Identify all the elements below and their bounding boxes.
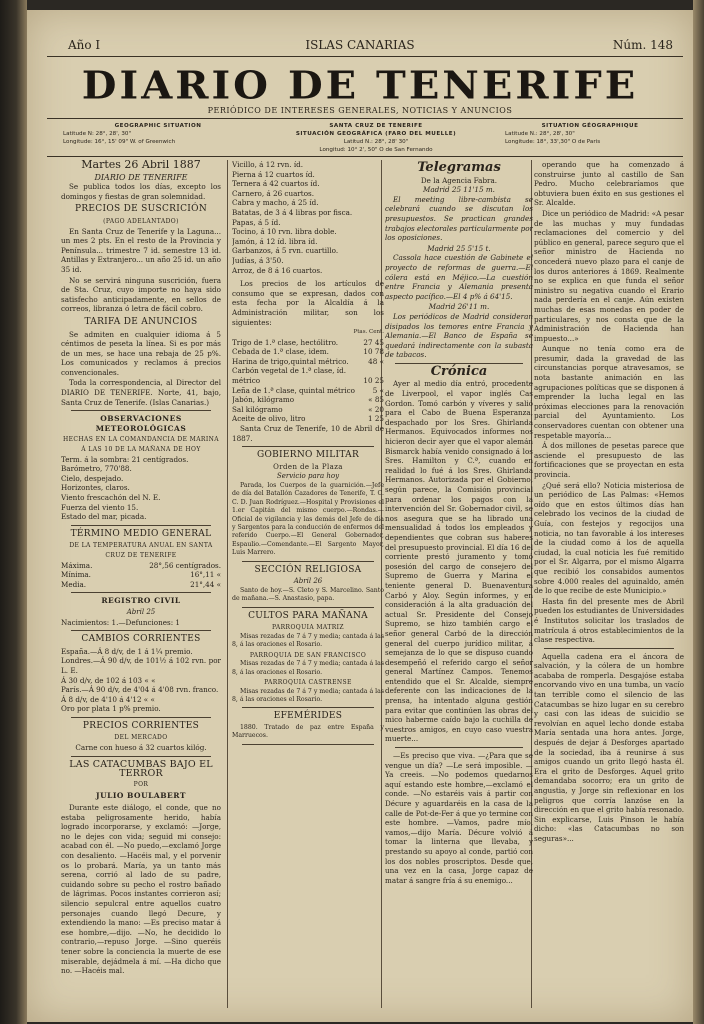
- market-prices-subheading: DEL MERCADO: [114, 734, 168, 742]
- item-name: Sal kilógramo: [232, 404, 283, 414]
- masses-heading: CULTOS PARA MAÑANA: [248, 610, 368, 621]
- issue-year: Año I: [68, 38, 101, 52]
- geo-latitude: Latitude N.: 28°, 28', 30": [505, 131, 575, 137]
- item-ptas: 48: [368, 356, 378, 366]
- item-ptas: 27: [363, 337, 373, 347]
- civil-registry-date: Abril 25: [126, 607, 156, 616]
- section-rule: [242, 446, 374, 447]
- section-rule: [71, 410, 211, 411]
- geo-situation-spanish: [271, 122, 481, 154]
- civil-registry-entry: Nacimientos: 1.—Defunciones: 1: [61, 617, 180, 627]
- military-orders-subheading: Orden de la Plaza: [273, 462, 343, 471]
- consumer-price-row: [232, 366, 384, 376]
- telegram-text: Los periódicos de Madrid consideran disipados los temores entre Francia y Alemania.—El Banco de España se quedará indirectamente con la subasta de tabacos.: [385, 311, 533, 360]
- section-rule: [395, 747, 523, 748]
- consumer-prices-intro: Los precios de los artículos de consumo que se expresan, dados con esta fecha por la Alcaldía á la Administración militar, son los siguientes:: [232, 279, 384, 327]
- section-rule: [242, 607, 374, 608]
- item-name: Jabón, kilógramo: [232, 395, 295, 405]
- subtitle-rule: [47, 118, 683, 119]
- price-columns-header: Ptas. Cent.: [353, 329, 384, 336]
- issue-place: ISLAS CANARIAS: [305, 38, 415, 52]
- market-item: Pierna á 12 cuartos íd.: [232, 169, 315, 179]
- temperature-heading: TÉRMINO MEDIO GENERAL: [70, 528, 212, 539]
- parish-name: PARROQUIA DE SAN FRANCISCO: [249, 651, 367, 659]
- geo-longitude: Longitud: 10° 2', 50" O de San Fernando: [319, 147, 433, 153]
- telegram-text: El meeting libre-cambista se celebrará cuando se discutan los presupuestos. Se practican grandes trabajos electorales particularmente por los oposiciones.: [385, 194, 533, 243]
- market-item: Batatas, de 3 á 4 libras por fisca.: [232, 207, 353, 217]
- header-bottom-rule: [47, 156, 683, 157]
- telegram-text: Cassola hace cuestión de Gabinete el proyecto de reformas de guerra.—El cólera está en Méjico.—La cuestión entre Francia y Alemania presenta aspecto pacífico.—El 4 p% á 64'15.: [385, 253, 533, 301]
- exchange-rate: París.—Á 90 d/v, de 4'04 á 4'08 rvn. franco.: [61, 685, 219, 695]
- item-name: Leña de 1.ª clase, quintal métrico: [232, 385, 356, 395]
- item-ptas: 10: [363, 376, 373, 386]
- exchange-rate: Á 8 d/v, de 4'10 á 4'12 « «: [61, 694, 155, 704]
- book-binding-left: [0, 0, 27, 1024]
- item-cent: 20: [374, 404, 384, 414]
- item-name: Cebada de 1.ª clase, idem.: [232, 347, 329, 357]
- item-ptas: «: [368, 395, 373, 405]
- item-cent: 85: [374, 395, 384, 405]
- column-2: [232, 160, 384, 1014]
- newspaper-title: DIARIO DE TENERIFE: [81, 63, 639, 108]
- chronicle-text: Ayer al medio día entró, procedente de Liverpool, el vapor inglés Cas Gordon. Tomó carbón y víveres y salió para el Cabo de Buena Esperanza, despachado por los Sres. Ghirlanda Hermanos. Equivocados informes nos hicieron decir ayer que el vapor alemán Bismarck había venido consignado á los Sres. Hamilton y C.ª, cuando en realidad lo fué á los Sres. Ghirlanda Hermanos. Autorizada por el Gobierno, según parece, la Comisión provincial para ordenar los pagos con la intervención del Sr. Gobernador civil, se nos asegura que se ha librado una mensualidad á todos los empleados y dependientes que cobran sus haberes del presupuesto provincial. El día 16 del corriente prestó juramento y tomó posesión del cargo de consejero del Supremo de Guerra y Marina el teniente general D. Buenaventura Carbó y Aloy. Según informes, y en consideración á la alta graduación del actual Sr. Presidente del Consejo Supremo, se hizo también cargo el señor general Carbó de la dirección general del cuerpo jurídico militar, á semejanza de lo que se dispuso cuando desempeñó el referido cargo el señor general Martínez Campos. Tenemos entendido que el Sr. Alcalde, siempre deferente con las indicaciones de la prensa, ha intentado alguna gestión para evitar que continúen las obras del mico haberme caído bajo la cuchilla de vuestros amigos, en cuyo caso vuestra muerte...: [385, 379, 533, 744]
- temperature-row: [61, 570, 221, 580]
- market-item: Cabra y macho, á 25 íd.: [232, 198, 319, 208]
- item-ptas: 10: [363, 347, 373, 357]
- weather-observation: Estado del mar, picada.: [61, 512, 147, 522]
- section-rule: [71, 592, 211, 593]
- section-rule: [242, 744, 374, 745]
- news-paragraph: Aunque no tenía como era de presumir, dada la gravedad de las circunstancias porque atravesamos, se nota bastante animación en las agrupaciones políticas que se disponen á emprender la lucha legal en las próximas elecciones para la renovación parcial del Ayuntamiento. Los conservadores cuentan con obtener una respetable mayoría...: [534, 344, 684, 440]
- book-edge-right: [693, 0, 704, 1024]
- ephemeris-entry: 1880. Tratado de paz entre España y Marruecos.: [232, 724, 384, 740]
- market-item: Vicillo, á 12 rvn. íd.: [232, 160, 304, 169]
- temp-value: 21°,44 «: [190, 579, 221, 589]
- exchange-heading: CAMBIOS CORRIENTES: [81, 634, 201, 645]
- service-today: Servicio para hoy: [276, 472, 340, 481]
- saints-of-day: Santo de hoy.—S. Cleto y S. Marcelino. Santo de mañana.—S. Anastasio, papa.: [232, 586, 384, 603]
- weather-observation: Term. á la sombra: 21 centígrados.: [61, 454, 189, 464]
- consumer-price-row: [232, 357, 384, 367]
- parish-schedule: Misas rezadas de 7 á 7 y media; cantada á las 8, á las oraciones el Rosario.: [232, 660, 384, 676]
- item-ptas: 1: [367, 414, 373, 424]
- market-item: Ternera á 42 cuartos íd.: [232, 179, 320, 189]
- religious-section-heading: SECCIÓN RELIGIOSA: [254, 564, 362, 575]
- column-divider: [227, 160, 228, 1008]
- news-paragraph: Hasta fin del presente mes de Abril pueden los estudiantes de Universidades é Institutos solicitar los traslados de matrícula á otros establecimientos de la clase respectiva.: [534, 596, 684, 645]
- parish-name: PARROQUIA CASTRENSE: [264, 679, 352, 687]
- column-4: [534, 160, 684, 1014]
- item-cent: 25: [374, 376, 384, 386]
- item-name: Trigo de 1.ª clase, hectólitro.: [232, 337, 339, 347]
- section-rule: [242, 707, 374, 708]
- temp-label: Media.: [61, 579, 87, 589]
- consumer-price-row: [232, 405, 384, 415]
- meat-price: Carne con hueso á 32 cuartos kilóg.: [75, 743, 207, 753]
- section-rule: [242, 561, 374, 562]
- exchange-rate: Oro por plata 1 p% premio.: [61, 704, 161, 714]
- exchange-rate: Á 30 d/v, de 102 á 103 « «: [61, 675, 156, 685]
- newspaper-page: [27, 10, 693, 1022]
- weather-observation: Fuerza del viento 15.: [61, 502, 139, 512]
- item-cent: 45: [374, 337, 384, 347]
- temp-value: 16°,11 «: [190, 570, 221, 580]
- temp-label: Mínima.: [61, 570, 91, 580]
- market-prices-heading: PRECIOS CORRIENTES: [82, 720, 200, 731]
- section-rule: [544, 648, 674, 649]
- exchange-rate: Londres.—Á 90 d/v, de 101½ á 102 rvn. por L. E.: [61, 656, 221, 675]
- section-rule: [71, 630, 211, 631]
- section-rule: [71, 717, 211, 718]
- serial-continuation: Aquella cadena era el áncora de salvación, y la cólera de un hombre acababa de romperla. Desgajóse estaba encorvando vivo en una tumba, un vacío tan terrible como el silencio de las Catacumbas se hizo lugar en su cerebro y casi con las ideas de suicidio se revolvían en aquel lecho donde estaba María sentada una hora antes. Jorge, después de dejar á Desforges apartado de la sociedad, iba á reunirse á sus amigos cuando un grito llegó hasta él. Era el grito de Desforges. Aquel grito demandaba socorro; era un grito de angustia, y Jorge sin reflexionar en los peligros que corría lanzóse en la dirección en que el grito había resonado. Sin explicarse, Luis Pinson le había dicho: «las Catacumbas no son seguras»...: [534, 651, 684, 843]
- geo-heading: GEOGRAPHIC SITUATION: [114, 123, 202, 129]
- paper-name: DIARIO DE TENERIFE: [94, 172, 188, 182]
- consumer-price-row: [232, 386, 384, 396]
- temp-value: 28°,56 centígrados.: [149, 560, 221, 570]
- item-name: métrico: [232, 376, 261, 386]
- item-cent: «: [379, 385, 384, 395]
- masthead-rule: [47, 56, 683, 57]
- telegram-dateline: Madrid 25 5'15 t.: [427, 243, 491, 253]
- weather-observation: Barómetro, 770'88.: [61, 464, 132, 474]
- item-ptas: 5: [372, 385, 378, 395]
- geo-latitude: Latitude N: 28°, 28', 30": [63, 131, 132, 137]
- news-paragraph: Dice un periódico de Madrid: «A pesar de las muchas y muy fundadas reclamaciones del comercio y del público en general, parece seguro que el señor ministro de Hacienda no concederá nuevo plazo para el canje de los duros anteriores á 1869. Realmente no se explica en que funda el señor ministro su negativa cuando el Erario nada perdería en el canje. Aún existen muchas de esas monedas en poder de particulares, y nos consta que de la Administración de Hacienda han impuesto...»: [534, 208, 684, 343]
- geo-longitude: Longitude: 18°, 33',30" O de Paris: [505, 139, 601, 145]
- news-paragraph: operando que ha comenzado á construirse junto al castillo de San Pedro. Mucho celebraríamos que obtuviera buen éxito en sus gestiones el Sr. Alcalde.: [534, 160, 684, 208]
- consumer-prices-signature: Santa Cruz de Tenerife, 10 de Abril de 1887.: [232, 424, 384, 443]
- telegram-agency: De la Agencia Fabra.: [420, 175, 498, 185]
- parish-schedule: Misas rezadas de 7 á 7 y media; cantada á las 8, á las oraciones el Rosario.: [232, 687, 384, 704]
- telegram-dateline: Madrid 25 11'15 m.: [423, 185, 495, 195]
- temperature-subheading: DE LA TEMPERATURA ANUAL EN SANTA CRUZ DE TENERIFE: [69, 542, 213, 559]
- parish-schedule: Misas rezadas de 7 á 7 y media; cantada á las 8, á las oraciones el Rosario.: [232, 632, 384, 649]
- geo-city: SANTA CRUZ DE TENERIFE: [329, 123, 423, 129]
- serial-by: POR: [133, 780, 149, 788]
- market-item: Judías, á 3'50.: [232, 255, 284, 265]
- weather-heading: OBSERVACIONES METEOROLÓGICAS: [95, 414, 187, 433]
- weather-observation: Cielo, despejado.: [61, 473, 124, 483]
- column-1: [61, 160, 221, 1014]
- market-item: Papas, á 5 íd.: [232, 217, 281, 227]
- religious-date: Abril 26: [293, 577, 323, 586]
- item-cent: 78: [374, 347, 384, 357]
- chronicle-heading: Crónica: [430, 363, 488, 379]
- news-paragraph: ¿Qué será ello? Noticia misteriosa de un periódico de Las Palmas: «Hemos oído que en estos últimos días han celebrado los vecinos de la ciudad de Guía, con festejos y regocijos una noticia, no tan favorable á los intereses de la ciudad como á los de aquella ciudad, la cual noticia les fué remitido por el Sr. Algarra, por el mismo Algarra que recibió los consabidos aumentos sobre 4.000 reales del aguinaldo, amén de lo que recibe de este Municipio.»: [534, 480, 684, 596]
- serial-continuation: —Es preciso que viva. —¿Para que se vengue un día? —Le será imposible. —Ya creeis. —No podemos quedarnos aquí estando este hombre,—exclamó el conde. —No estaréis vais á partir con Décure y aguardaréis en la casa de la calle de Pot-de-Fer á que yo termine con este hombre. —Vamos, padre mío, vamos,—dijo María. Décure volvió á tomar la linterna que llevaba, y prestando su apoyo al conde, partió con los dos nobles proscriptos. Desde que, una vez en la casa, Jorge capaz de matar á sangre fría á su enemigo...: [385, 751, 533, 885]
- geo-situation-french: [505, 122, 675, 146]
- subscription-prices: En Santa Cruz de Tenerife y la Laguna... un mes 2 pts. En el resto de la Provincia y Península... trimestre 7 id. semestre 13 id. Antillas y Extranjero... un año 25 id. un año 35 id.: [61, 226, 221, 274]
- masthead-top-line: [27, 38, 693, 54]
- item-name: Harina de trigo,quintal métrico.: [232, 356, 349, 366]
- serial-author: JULIO BOULABERT: [96, 791, 186, 801]
- market-item: Carnero, á 26 cuartos.: [232, 188, 314, 198]
- item-cent: 25: [374, 414, 384, 424]
- consumer-price-row: [232, 347, 384, 357]
- geo-heading: SITUATION GÉOGRAPHIQUE: [541, 123, 639, 129]
- column-3: [385, 160, 533, 1014]
- serial-text: Durante este diálogo, el conde, que no estaba peligrosamente herido, había logrado incorporarse, y exclamó: —Jorge, no le dejes con vida; seguid mi consejo: acabad con él. —No puedo,—exclamó Jorge con desaliento. —Hacéis mal, y el porvenir os lo probará. María, ya un tanto más serena, corrió al lado de su padre, cuidando sobre su pecho el rostro bañado de lágrimas. Pocos instantes corrieron así; silencio sepulcral entre aquellos cuatro personajes cuando llegó Decure, y extendiendo la mano: —Es preciso matar á ese hombre,—dijo. —No, he decidido lo contrario,—repuso Jorge. —Sino queréis tener sobre la conciencia la muerte de ese miserable, dejádmela á mí. —Ha dicho que no. —Hacéis mal.: [61, 803, 221, 976]
- telegrams-heading: Telegramas: [417, 160, 501, 175]
- geo-latitude: Latitud N.: 28°, 28' 30": [343, 139, 409, 145]
- civil-registry-heading: REGISTRO CIVIL: [101, 596, 181, 606]
- subscription-note: No se servirá ninguna suscrición, fuera de Sta. Cruz, cuyo importe no haya sido satisfecho anticipadamente, en sellos de correos, libranza ó letra de fácil cobro.: [61, 275, 221, 314]
- consumer-price-row: [232, 414, 384, 424]
- item-name: Carbón vegetal de 1.ª clase, íd.: [232, 366, 346, 376]
- temperature-row: [61, 561, 221, 571]
- newspaper-subtitle: PERIÓDICO DE INTERESES GENERALES, NOTICIAS Y ANUNCIOS: [207, 106, 513, 115]
- item-ptas: «: [368, 404, 373, 414]
- issue-date: Martes 26 Abril 1887: [81, 160, 201, 171]
- market-item: Tocino, á 10 rvn. libra doble.: [232, 227, 337, 237]
- section-rule: [71, 756, 211, 757]
- news-paragraph: Á dos millones de pesetas parece que asciende el presupuesto de las fortificaciones que se proyectan en esta provincia.: [534, 441, 684, 479]
- correspondence-note: Toda la correspondencia, al Director del DIARIO DE TENERIFE. Norte, 41, bajo, Santa Cruz de Tenerife. (Islas Canarias.): [61, 378, 221, 407]
- temperature-row: [61, 580, 221, 590]
- section-rule: [71, 525, 211, 526]
- issue-number: Núm. 148: [612, 38, 673, 52]
- exchange-rate: España.—Á 8 d/v, de 1 á 1¼ premio.: [61, 646, 193, 656]
- publication-note: Se publica todos los días, excepto los domingos y fiestas de gran solemnidad.: [61, 182, 221, 201]
- item-cent: «: [379, 356, 384, 366]
- geo-longitude: Longitude: 16°, 15' 09" W. of Greenwich: [63, 139, 176, 145]
- ephemerides-heading: EFEMÉRIDES: [273, 711, 343, 722]
- market-item: Garbanzos, á 5 rvn. cuartillo.: [232, 246, 339, 256]
- telegram-dateline: Madrid 26'11 m.: [428, 302, 490, 312]
- market-item: Jamón, á 12 íd. libra íd.: [232, 236, 318, 246]
- military-orders-text: Parada, los Cuerpos de la guarnición.—Jefe de día del Batallón Cazadores de Tenerife, T. C. C. D. Juan Rodríguez.—Hospital y Provisiones el 1.er Capitán del mismo cuerpo.—Rondas.—Oficial de vigilancia y las demás del Jefe de día y Sargentos para la conducción de enfermos del referido Cuerpo.—El General Gobernador, Espaulio.—Comendante.—El Sargento Mayor, Luis Marrero.: [232, 482, 384, 557]
- weather-subheading: HECHAS EN LA COMANDANCIA DE MARINA Á LAS 10 DE LA MAÑANA DE HOY: [62, 436, 220, 454]
- geo-heading: SITUACIÓN GEOGRÁFICA (FARO DEL MUELLE): [295, 131, 457, 137]
- subscription-subheading: (PAGO ADELANTADO): [103, 217, 179, 225]
- consumer-price-row: [232, 338, 384, 348]
- temp-label: Máxima.: [61, 560, 93, 570]
- military-government-heading: GOBIERNO MILITAR: [256, 450, 360, 461]
- market-item: Arroz, de 8 á 16 cuartos.: [232, 265, 323, 275]
- geo-situation-english: [63, 122, 253, 146]
- consumer-price-row: [232, 395, 384, 405]
- subscription-heading: PRECIOS DE SUSCRICIÓN: [74, 204, 208, 215]
- ads-heading: TARIFA DE ANUNCIOS: [84, 316, 198, 327]
- ads-rates: Se admiten en cualquier idioma á 5 céntimos de peseta la línea. Si es por más de un mes, se hace una rebaja de 25 p%. Los comunicados y reclamos á precios convencionales.: [61, 329, 221, 377]
- serial-title: LAS CATACUMBAS BAJO EL TERROR: [69, 758, 213, 780]
- consumer-price-row: [232, 376, 384, 386]
- weather-observation: Horizontes, claros.: [61, 483, 130, 493]
- parish-name: PARROQUIA MATRIZ: [272, 624, 344, 632]
- item-name: Aceite de olivo, litro: [232, 414, 306, 424]
- weather-observation: Viento frescachón del N. E.: [61, 493, 161, 502]
